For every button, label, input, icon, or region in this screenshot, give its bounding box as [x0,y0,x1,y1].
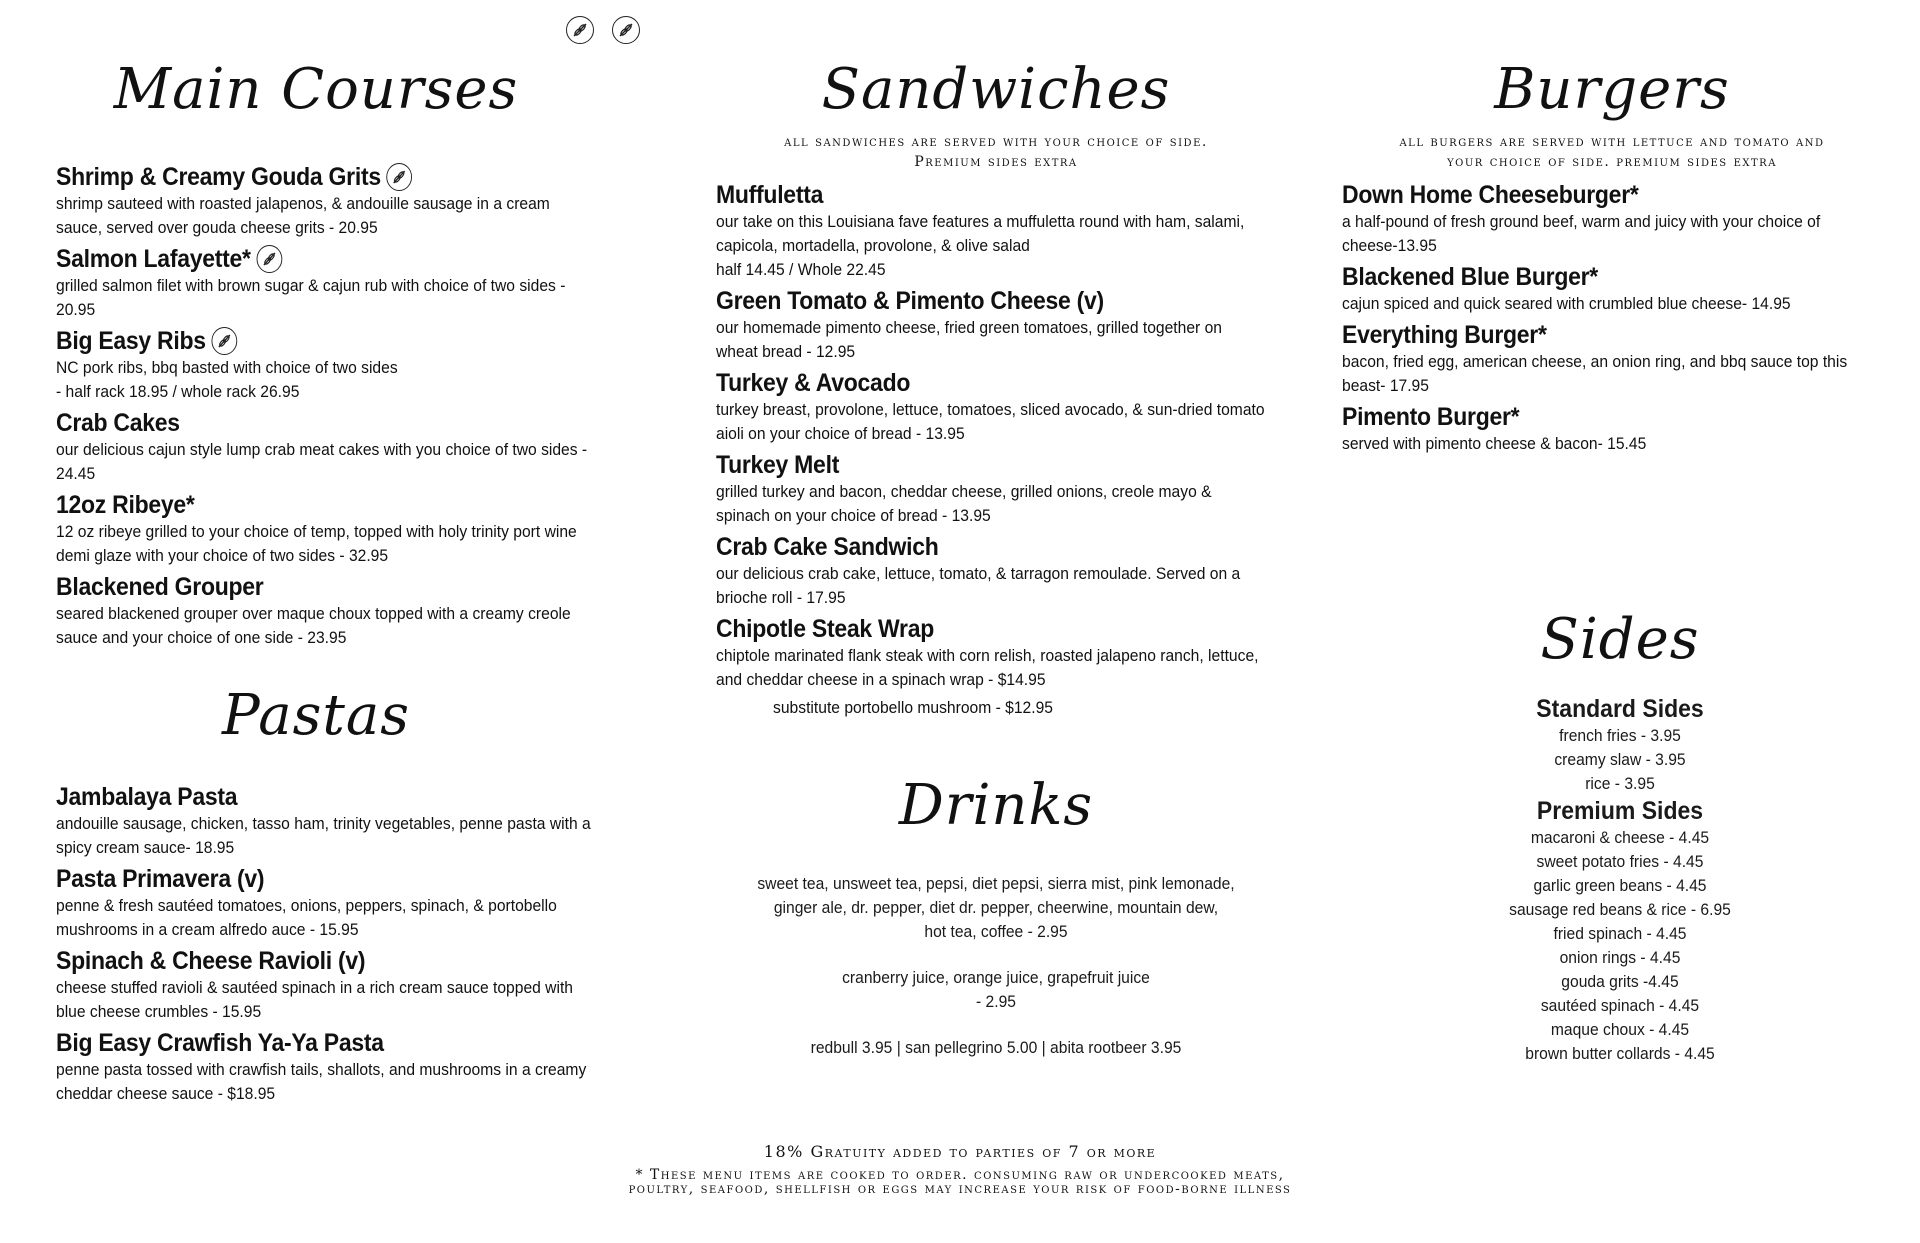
premium-sides-list [1480,826,1760,1066]
drinks-line: hot tea, coffee - 2.95 [924,922,1068,941]
side-item: sweet potato fries - 4.45 [1536,852,1704,871]
menu-item-description: andouille sausage, chicken, tasso ham, trinity vegetables, penne pasta with a spicy cream sauce- 18.95 [56,814,591,857]
menu-item [716,368,1336,446]
menu-item-description: our delicious crab cake, lettuce, tomato, & tarragon remoulade. Served on a brioche roll - 17.95 [716,564,1241,607]
gluten-free-icon [211,327,237,355]
side-item: sausage red beans & rice - 6.95 [1509,900,1731,919]
menu-item-description: served with pimento cheese & bacon- 15.45 [1342,434,1647,453]
pastas-section [56,683,656,1110]
menu-item-name: Salmon Lafayette* [56,244,608,274]
menu-item [56,1028,656,1106]
menu-item-description: chiptole marinated flank steak with corn relish, roasted jalapeno ranch, lettuce, and cheddar cheese in a spinach wrap - $14.95 [716,646,1259,689]
sides-section [1480,607,1760,1066]
menu-item-name: Jambalaya Pasta [56,783,238,811]
menu-item [1342,402,1882,456]
menu-item [56,162,656,240]
menu-item-name: Chipotle Steak Wrap [716,615,934,643]
menu-item-name: Down Home Cheeseburger* [1342,181,1639,209]
menu-item [716,450,1336,528]
menu-item-name: Turkey Melt [716,451,840,479]
menu-item-description: cheese stuffed ravioli & sautéed spinach in a rich cream sauce topped with blue cheese crumbles - 15.95 [56,978,574,1021]
burgers-section [1342,57,1882,460]
menu-item-name: Crab Cake Sandwich [716,533,939,561]
menu-item-name: Pasta Primavera (v) [56,865,265,893]
pastas-title: Pastas [222,683,410,748]
menu-item-description: turkey breast, provolone, lettuce, tomatoes, sliced avocado, & sun-dried tomato aioli on your choice of bread - 13.95 [716,400,1265,443]
gluten-free-icon [256,245,282,273]
drinks-line: cranberry juice, orange juice, grapefruit juice [842,968,1150,987]
menu-item-name: Big Easy Ribs [56,326,608,356]
side-item: sautéed spinach - 4.45 [1540,996,1700,1015]
side-item: maque choux - 4.45 [1550,1020,1690,1039]
menu-item [56,244,656,322]
menu-item-name: Crab Cakes [56,409,180,437]
menu-item [716,614,1336,692]
menu-item-name: Spinach & Cheese Ravioli (v) [56,947,366,975]
menu-item-name: Blackened Grouper [56,573,264,601]
menu-item-description: 12 oz ribeye grilled to your choice of temp, topped with holy trinity port wine demi glaze with your choice of two sides - 32.95 [56,522,577,565]
menu-item [716,532,1336,610]
burgers-note: all burgers are served with lettuce and tomato and your choice of side. premium sides extra [1399,134,1825,170]
drinks-line: redbull 3.95 | san pellegrino 5.00 | abita rootbeer 3.95 [810,1038,1182,1057]
menu-item-description: grilled turkey and bacon, cheddar cheese, grilled onions, creole mayo & spinach on your choice of bread - 13.95 [716,482,1212,525]
premium-sides-heading: Premium Sides [1536,797,1704,825]
menu-item-description: penne & fresh sautéed tomatoes, onions, peppers, spinach, & portobello mushrooms in a cream alfredo auce - 15.95 [56,896,557,939]
menu-item-description: NC pork ribs, bbq basted with choice of two sides - half rack 18.95 / whole rack 26.95 [56,358,398,401]
menu-item [56,408,656,486]
menu-item [56,946,656,1024]
menu-item [56,864,656,942]
menu-item-description: cajun spiced and quick seared with crumbled blue cheese- 14.95 [1342,294,1791,313]
menu-item-name: Green Tomato & Pimento Cheese (v) [716,287,1104,315]
standard-sides-heading: Standard Sides [1536,695,1704,723]
sandwiches-note: all sandwiches are served with your choice of side. Premium sides extra [784,134,1208,170]
burgers-list [1342,180,1882,456]
menu-item-name: 12oz Ribeye* [56,491,195,519]
raw-food-warning: * These menu items are cooked to order. consuming raw or undercooked meats, poultry, seafood, shellfish or eggs may increase your risk of food-borne illness [628,1167,1292,1197]
menu-item-description: a half-pound of fresh ground beef, warm and juicy with your choice of cheese-13.95 [1342,212,1821,255]
menu-item-description: our take on this Louisiana fave features a muffuletta round with ham, salami, capicola, mortadella, provolone, & olive salad half 14.45 / Whole 22.45 [716,212,1245,279]
side-item: rice - 3.95 [1585,774,1655,793]
menu-item-description: shrimp sauteed with roasted jalapenos, & andouille sausage in a cream sauce, served over gouda cheese grits - 20.95 [56,194,550,237]
gluten-free-icon [612,16,640,44]
drinks-line: ginger ale, dr. pepper, diet dr. pepper, cheerwine, mountain dew, [773,898,1219,917]
main-courses-title: Main Courses [113,57,519,122]
menu-item-name: Turkey & Avocado [716,369,911,397]
gluten-free-icon [386,163,412,191]
sandwiches-section [716,57,1336,720]
menu-item-description: our delicious cajun style lump crab meat cakes with you choice of two sides - 24.45 [56,440,588,483]
main-courses-list [56,162,656,650]
menu-item-name: Shrimp & Creamy Gouda Grits [56,162,608,192]
sandwiches-list [716,180,1336,692]
gluten-free-icon [566,16,594,44]
standard-sides-list [1480,724,1760,796]
menu-item-description: grilled salmon filet with brown sugar & cajun rub with choice of two sides - 20.95 [56,276,566,319]
side-item: creamy slaw - 3.95 [1554,750,1686,769]
sides-title: Sides [1540,607,1700,672]
side-item: fried spinach - 4.45 [1553,924,1687,943]
menu-item-description: bacon, fried egg, american cheese, an onion ring, and bbq sauce top this beast- 17.95 [1342,352,1848,395]
gratuity-note: 18% Gratuity added to parties of 7 or more [763,1142,1157,1161]
menu-item-description: seared blackened grouper over maque choux topped with a creamy creole sauce and your choice of one side - 23.95 [56,604,571,647]
drinks-title: Drinks [898,773,1094,838]
substitute-note: substitute portobello mushroom - $12.95 [773,698,1053,717]
header-gluten-free-icons [566,16,640,44]
side-item: french fries - 3.95 [1559,726,1681,745]
menu-item [1342,262,1882,316]
menu-item [56,490,656,568]
sandwiches-title: Sandwiches [821,57,1171,122]
side-item: gouda grits -4.45 [1561,972,1679,991]
side-item: garlic green beans - 4.45 [1533,876,1707,895]
pastas-list [56,782,656,1106]
side-item: macaroni & cheese - 4.45 [1530,828,1710,847]
drinks-line: - 2.95 [975,992,1016,1011]
menu-item [716,180,1336,282]
menu-item-description: penne pasta tossed with crawfish tails, shallots, and mushrooms in a creamy cheddar cheese sauce - $18.95 [56,1060,587,1103]
burgers-title: Burgers [1494,57,1730,122]
side-item: brown butter collards - 4.45 [1525,1044,1715,1063]
menu-item [1342,180,1882,258]
menu-item [56,326,656,404]
menu-item-name: Everything Burger* [1342,321,1547,349]
menu-item-name: Big Easy Crawfish Ya-Ya Pasta [56,1029,384,1057]
menu-item [56,572,656,650]
side-item: onion rings - 4.45 [1559,948,1681,967]
menu-item-name: Muffuletta [716,181,824,209]
drinks-line: sweet tea, unsweet tea, pepsi, diet pepsi, sierra mist, pink lemonade, [757,874,1235,893]
main-courses-section [56,57,656,654]
menu-item [56,782,656,860]
menu-item [1342,320,1882,398]
menu-item-name: Pimento Burger* [1342,403,1520,431]
menu-item [716,286,1336,364]
menu-item-description: our homemade pimento cheese, fried green tomatoes, grilled together on wheat bread - 12.95 [716,318,1222,361]
drinks-section [716,773,1276,1060]
menu-item-name: Blackened Blue Burger* [1342,263,1598,291]
